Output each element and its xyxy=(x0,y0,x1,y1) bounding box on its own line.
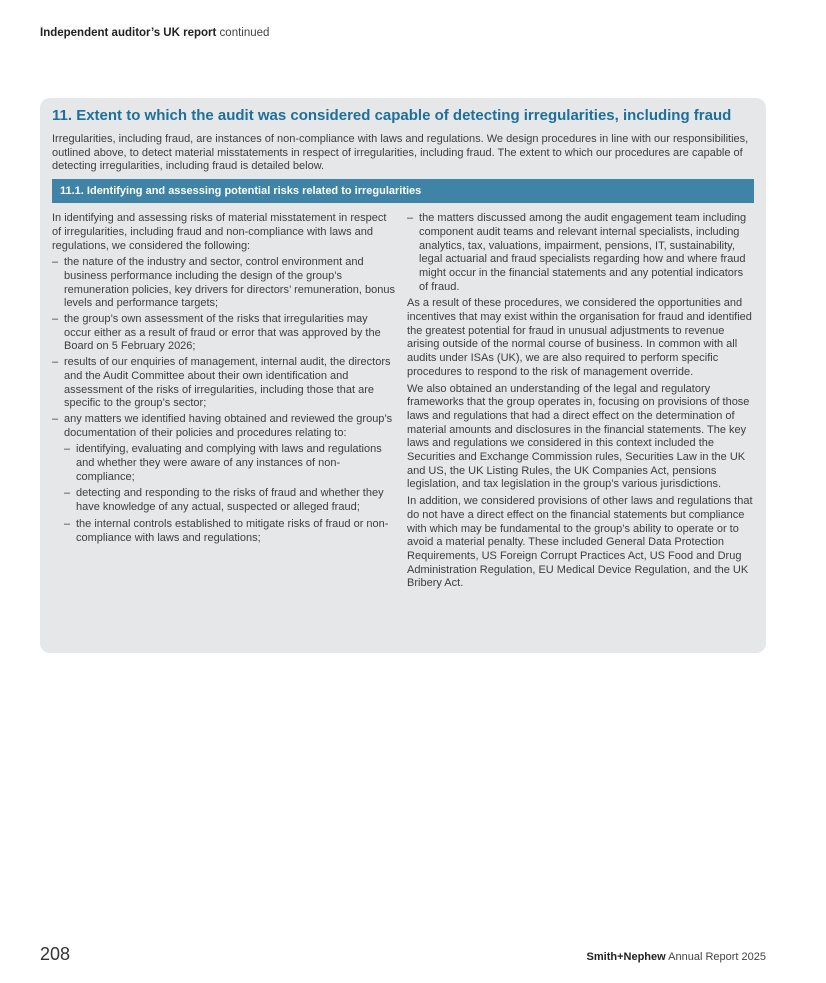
sub-list-item: – identifying, evaluating and complying with laws and regulations and whether they were aware of any instances of non-compliance; xyxy=(64,443,397,484)
list-item-text: any matters we identified having obtained and reviewed the group’s documentation of their policies and procedures relating to: xyxy=(64,412,393,439)
running-header xyxy=(40,27,269,39)
section-title: 11. Extent to which the audit was considered capable of detecting irregularities, including fraud xyxy=(52,107,732,124)
list-item: – the matters discussed among the audit engagement team including component audit teams and relevant internal specialists, including analytics, tax, valuations, impairment, pensions, IT, sustainability, legal actuarial and fraud specialists regarding how and where fraud might occur in the financial statements and any potential indicators of fraud. xyxy=(407,212,754,294)
running-header-title: Independent auditor’s UK report xyxy=(40,27,217,39)
section-intro: Irregularities, including fraud, are instances of non-compliance with laws and regulations. We design procedures in line with our responsibilities, outlined above, to detect material misstatements in respect of irregularities, including fraud. The extent to which our procedures are capable of detecting irregularities, including fraud is detailed below. xyxy=(52,133,749,173)
considered-list xyxy=(52,256,397,545)
footer-report-title: Annual Report 2025 xyxy=(668,951,766,963)
sub-list-item: – the internal controls established to mitigate risks of fraud or non-compliance with laws and regulations; xyxy=(64,518,397,545)
footer-brand: Smith+Nephew xyxy=(586,951,666,963)
right-paragraph: We also obtained an understanding of the legal and regulatory frameworks that the group operates in, focusing on provisions of those laws and regulations that had a direct effect on the determination of material amounts and disclosures in the financial statements. The key laws and regulations we considered in this context included the Securities and Exchange Commission rules, Securities Law in the UK and US, the UK Listing Rules, the UK Companies Act, pensions legislation, and tax legislation in the group’s various jurisdictions. xyxy=(407,382,750,491)
list-item-with-subitems xyxy=(52,413,397,545)
left-lead-paragraph: In identifying and assessing risks of material misstatement in respect of irregularities, including fraud and non-compliance with laws and regulations, we considered the following: xyxy=(52,212,387,252)
right-paragraph: As a result of these procedures, we considered the opportunities and incentives that may exist within the organisation for fraud and identified the greatest potential for fraud in unusual adjustments to revenue arising outside of the normal course of business. In common with all audits under ISAs (UK), we are also required to perform specific procedures to respond to the risk of management override. xyxy=(407,297,752,378)
right-paragraph: In addition, we considered provisions of other laws and regulations that do not have a direct effect on the financial statements but compliance with which may be fundamental to the group’s ability to operate or to avoid a material penalty. These included General Data Protection Requirements, US Foreign Corrupt Practices Act, US Food and Drug Administration Regulation, EU Medical Device Regulation, and the UK Bribery Act. xyxy=(407,495,753,590)
section-panel xyxy=(40,98,766,653)
sub-list-item: – detecting and responding to the risks of fraud and whether they have knowledge of any actual, suspected or alleged fraud; xyxy=(64,487,397,514)
list-item: – results of our enquiries of management, internal audit, the directors and the Audit Committee about their own identification and assessment of the risks of irregularities, including those that are specific to the group’s sector; xyxy=(52,356,397,411)
list-item: – the nature of the industry and sector, control environment and business performance including the design of the group’s remuneration policies, key drivers for directors’ remuneration, bonus levels and performance targets; xyxy=(52,256,397,311)
policies-sublist xyxy=(64,443,397,545)
right-list xyxy=(407,212,754,294)
footer-publication xyxy=(587,951,766,963)
two-column-body xyxy=(52,212,754,594)
running-header-suffix: continued xyxy=(219,27,270,39)
list-item: – the group’s own assessment of the risks that irregularities may occur either as a result of fraud or error that was approved by the Board on 5 February 2026; xyxy=(52,313,397,354)
page-number: 208 xyxy=(40,944,71,964)
right-column xyxy=(407,212,754,594)
left-column xyxy=(52,212,397,594)
subsection-heading: 11.1. Identifying and assessing potential risks related to irregularities xyxy=(52,179,754,203)
